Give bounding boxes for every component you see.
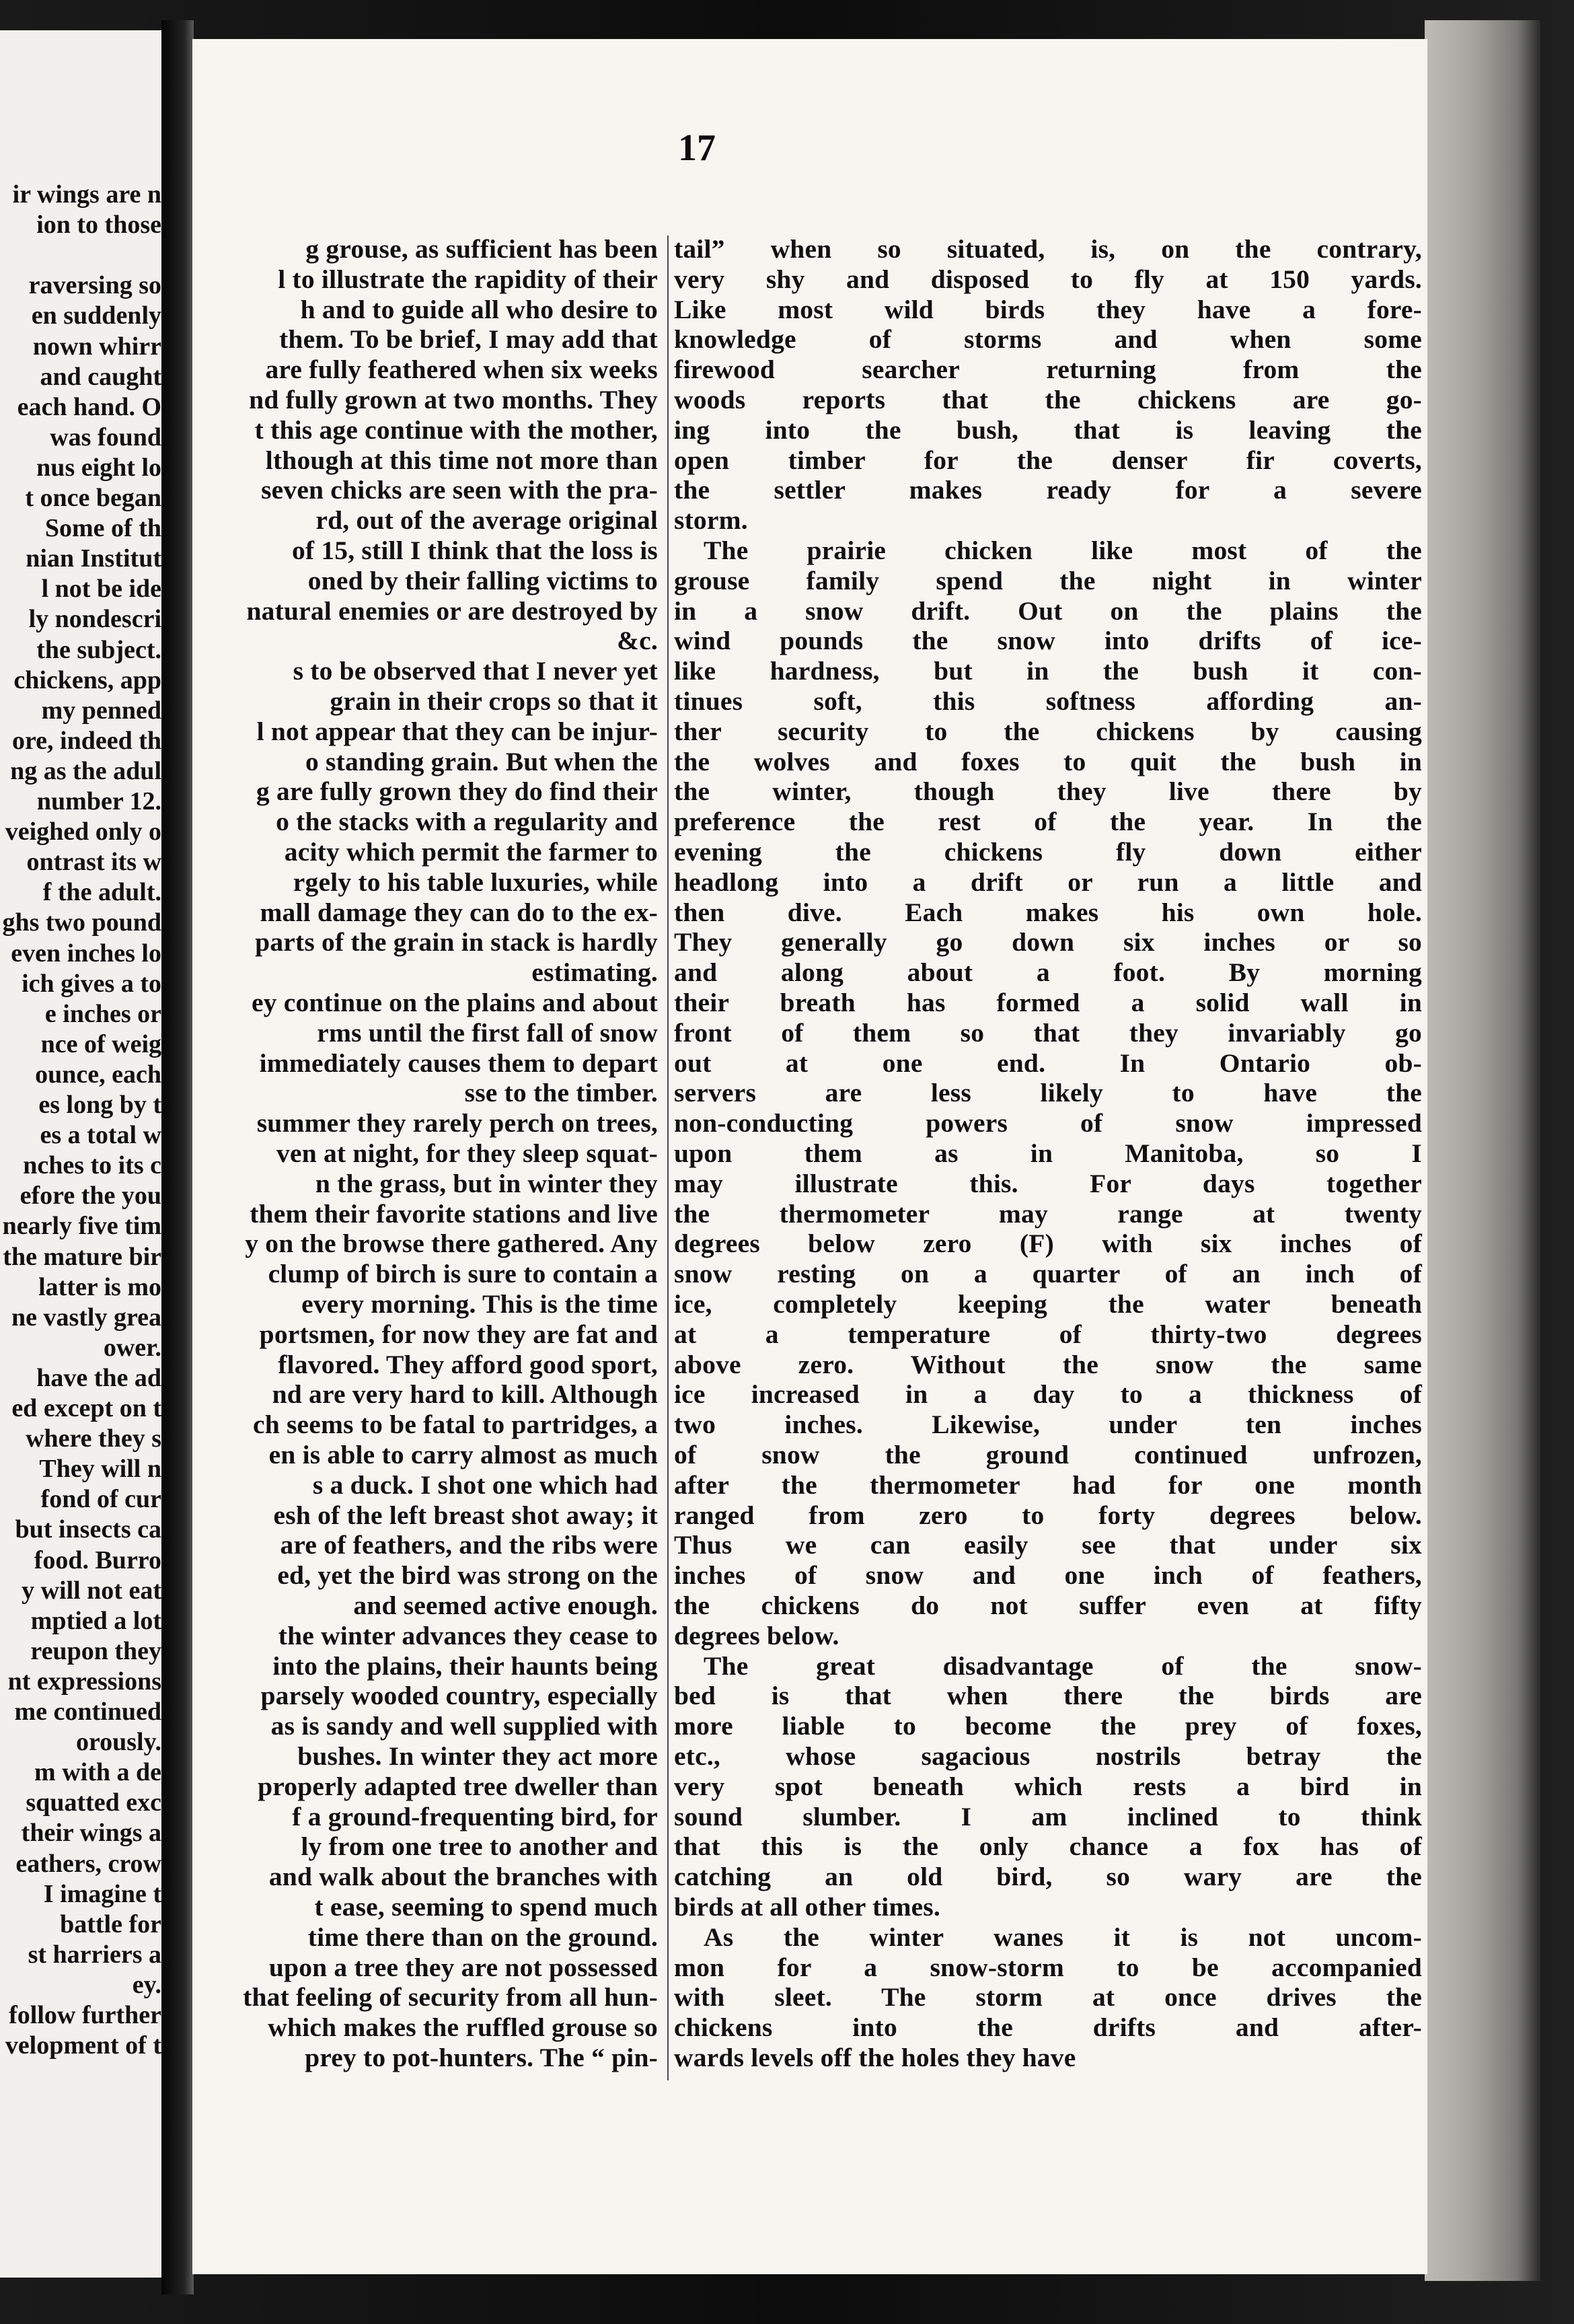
left-page-fragment-line: where they s — [26, 1424, 161, 1453]
column-right-line: The great disadvantage of the snow- — [704, 1650, 1422, 1681]
column-left-line: g are fully grown they do find their — [256, 776, 658, 807]
column-right-line: Thus we can easily see that under six — [674, 1530, 1422, 1560]
column-right-line: catching an old bird, so wary are the — [674, 1862, 1422, 1892]
column-right-line: in a snow drift. Out on the plains the — [674, 595, 1422, 626]
column-left-line: ey continue on the plains and about — [251, 988, 658, 1017]
column-right-line: The prairie chicken like most of the — [704, 536, 1422, 565]
column-left-line: of 15, still I think that the loss is — [291, 536, 658, 565]
column-left-line: flavored. They afford good sport, — [278, 1349, 658, 1379]
column-left-line: o standing grain. But when the — [305, 746, 658, 776]
column-right-line: above zero. Without the snow the same — [674, 1349, 1422, 1379]
left-page-fragment-line: They will n — [39, 1455, 161, 1484]
column-right-line: ther security to the chickens by causing — [674, 716, 1422, 746]
column-left-line: time there than on the ground. — [307, 1922, 658, 1952]
column-left-line: acity which permit the farmer to — [284, 837, 658, 867]
column-right-line: Like most wild birds they have a fore- — [674, 294, 1422, 324]
column-left-line: natural enemies or are destroyed by — [246, 595, 658, 626]
column-left-line: into the plains, their haunts being — [272, 1650, 658, 1681]
column-left-line: g grouse, as sufficient has been — [305, 234, 658, 264]
column-left-line: clump of birch is sure to contain a — [268, 1259, 658, 1289]
left-page-fragment-line: ore, indeed th — [11, 726, 161, 755]
left-page-fragment-line: fond of cur — [40, 1485, 161, 1514]
left-page-fragment-line: eathers, crow — [15, 1849, 161, 1878]
column-left-line: are fully feathered when six weeks — [265, 355, 658, 385]
left-page-fragment-line: orously. — [75, 1728, 161, 1757]
left-page-fragment-line: each hand. O — [17, 392, 161, 421]
column-left-line: h and to guide all who desire to — [300, 294, 658, 324]
column-right-line: very spot beneath which rests a bird in — [674, 1771, 1422, 1801]
column-left-line: parts of the grain in stack is hardly — [255, 927, 658, 957]
column-right-line: like hardness, but in the bush it con- — [674, 656, 1422, 686]
column-left-line: summer they rarely perch on trees, — [256, 1108, 658, 1138]
column-left-line: estimating. — [531, 957, 658, 988]
left-page-fragment-line: ich gives a to — [22, 969, 161, 998]
left-page-fragment-line: veighed only o — [5, 818, 161, 846]
column-left-line: parsely wooded country, especially — [260, 1681, 658, 1711]
left-page-fragment-line: nce of weig — [40, 1029, 161, 1058]
column-right-line: the wolves and foxes to quit the bush in — [674, 746, 1422, 776]
left-page-fragment-line: ower. — [103, 1333, 161, 1362]
left-page-fragment-line: es a total w — [40, 1121, 161, 1150]
column-left-line: en is able to carry almost as much — [268, 1440, 658, 1469]
left-page-fragment-line: ey. — [132, 1970, 161, 1999]
column-right-line: degrees below zero (F) with six inches of — [674, 1229, 1422, 1259]
left-page-fragment-line: ounce, each — [35, 1060, 161, 1089]
column-left-line: esh of the left breast shot away; it — [273, 1500, 658, 1530]
left-page-fragment-line: reupon they — [30, 1636, 161, 1665]
column-left-line: seven chicks are seen with the pra- — [261, 475, 658, 505]
left-page-fragment-line: efore the you — [20, 1182, 161, 1210]
left-page-fragment-line: y will not eat — [22, 1576, 161, 1605]
left-page-fragment-line: mptied a lot — [30, 1606, 161, 1635]
left-page-fragment-line: e inches or — [44, 999, 161, 1028]
column-left-line: nd fully grown at two months. They — [249, 385, 658, 414]
left-page-fragment-line: was found — [50, 423, 161, 451]
left-page-fragment-line: but insects ca — [15, 1515, 161, 1544]
left-page-fragment-line: food. Burro — [34, 1546, 161, 1574]
text-column-left — [192, 234, 658, 2091]
column-left-line: them their favorite stations and live — [250, 1198, 658, 1229]
left-page-fragment-line: raversing so — [28, 271, 161, 300]
left-page-fragment-line: chickens, app — [13, 665, 161, 694]
column-right-line: storm. — [674, 505, 748, 536]
left-page-fragment-line: f the adult. — [42, 878, 161, 907]
column-divider — [667, 235, 669, 2080]
left-page-fragment-line: and caught — [40, 362, 161, 391]
left-page-fragment-line: nown whirr — [32, 332, 161, 361]
left-page-fragment-line: latter is mo — [38, 1272, 161, 1301]
column-left-line: immediately causes them to depart — [259, 1048, 658, 1078]
column-left-line: ly from one tree to another and — [301, 1831, 658, 1862]
left-page-fragment-line: nches to its c — [23, 1151, 161, 1180]
column-left-line: lthough at this time not more than — [265, 445, 658, 475]
column-right-line: As the winter wanes it is not uncom- — [704, 1922, 1422, 1952]
column-left-line: properly adapted tree dweller than — [258, 1771, 658, 1801]
column-right-line: birds at all other times. — [674, 1892, 940, 1922]
column-right-line: then dive. Each makes his own hole. — [674, 897, 1422, 927]
column-right-line: ice increased in a day to a thickness of — [674, 1379, 1422, 1410]
left-page-fragment-line: even inches lo — [11, 939, 161, 968]
column-left-line: l to illustrate the rapidity of their — [278, 264, 658, 294]
left-page-fragment-line: their wings a — [21, 1819, 161, 1848]
column-right-line: out at one end. In Ontario ob- — [674, 1048, 1422, 1078]
left-page-fragment-line: number 12. — [36, 787, 161, 815]
left-page-fragment-line: have the ad — [36, 1363, 161, 1392]
column-right-line: the thermometer may range at twenty — [674, 1198, 1422, 1229]
column-left-line: l not appear that they can be injur- — [256, 716, 658, 746]
column-left-line: that feeling of security from all hun- — [243, 1982, 658, 2012]
column-right-line: with sleet. The storm at once drives the — [674, 1982, 1422, 2012]
column-right-line: more liable to become the prey of foxes, — [674, 1711, 1422, 1741]
column-left-line: and walk about the branches with — [268, 1862, 658, 1892]
left-page-fragment-line: nus eight lo — [36, 453, 161, 482]
left-page-fragment-line: ne vastly grea — [11, 1303, 161, 1332]
column-left-line: as is sandy and well supplied with — [270, 1711, 658, 1741]
column-right-line: two inches. Likewise, under ten inches — [674, 1410, 1422, 1440]
page-edge-stack — [1425, 20, 1540, 2281]
column-right-line: wind pounds the snow into drifts of ice- — [674, 626, 1422, 656]
column-left-line: them. To be brief, I may add that — [279, 324, 658, 355]
column-left-line: every morning. This is the time — [301, 1289, 658, 1319]
column-right-line: woods reports that the chickens are go- — [674, 385, 1422, 414]
left-page-fragment-line: velopment of t — [5, 2031, 161, 2060]
column-left-line: prey to pot-hunters. The “ pin- — [305, 2043, 658, 2072]
column-left-line: mall damage they can do to the ex- — [260, 897, 658, 927]
column-right-line: their breath has formed a solid wall in — [674, 988, 1422, 1017]
left-page-fragment-line: me continued — [14, 1698, 161, 1726]
column-left-line: ven at night, for they sleep squat- — [276, 1138, 658, 1168]
column-right-line: headlong into a drift or run a little and — [674, 867, 1422, 897]
left-page-fragment-line: battle for — [60, 1910, 161, 1938]
left-page-fragment-line: I imagine t — [43, 1879, 161, 1908]
column-right-line: snow resting on a quarter of an inch of — [674, 1259, 1422, 1289]
column-right-line: wards levels off the holes they have — [674, 2043, 1076, 2072]
column-right-line: that this is the only chance a fox has of — [674, 1831, 1422, 1862]
left-page-fragment-line: ly nondescri — [28, 605, 161, 634]
left-page-fragment-line: ghs two pound — [2, 908, 161, 937]
left-page-fragment-line: squatted exc — [26, 1788, 161, 1817]
column-right-line: open timber for the denser fir coverts, — [674, 445, 1422, 475]
column-left-line: f a ground-frequenting bird, for — [292, 1801, 658, 1831]
column-left-line: rms until the first fall of snow — [317, 1017, 658, 1048]
column-left-line: ch seems to be fatal to partridges, a — [253, 1410, 658, 1440]
book-gutter — [161, 20, 194, 2294]
left-page-fragment-line: my penned — [41, 696, 161, 725]
column-right-line: tinues soft, this softness affording an- — [674, 686, 1422, 716]
left-page-fragment-line: ng as the adul — [10, 756, 161, 785]
column-right-line: and along about a foot. By morning — [674, 957, 1422, 988]
left-page-fragment-line: t once began — [25, 484, 161, 512]
left-page-fragment-line: l not be ide — [41, 575, 161, 604]
left-page-fragment-line: ed except on t — [11, 1394, 161, 1422]
column-right-line: very shy and disposed to fly at 150 yards. — [674, 264, 1422, 294]
left-page-fragment-line: m with a de — [34, 1758, 161, 1787]
left-page-fragment-line: the subject. — [36, 635, 161, 664]
left-page-fragment-line: ir wings are n — [12, 180, 161, 209]
column-right-line: may illustrate this. For days together — [674, 1168, 1422, 1198]
column-right-line: ing into the bush, that is leaving the — [674, 414, 1422, 445]
column-left-line: y on the browse there gathered. Any — [245, 1229, 658, 1259]
column-right-line: grouse family spend the night in winter — [674, 565, 1422, 595]
column-right-line: after the thermometer had for one month — [674, 1469, 1422, 1500]
column-left-line: rd, out of the average original — [315, 505, 658, 536]
column-right-line: bed is that when there the birds are — [674, 1681, 1422, 1711]
column-left-line: the winter advances they cease to — [278, 1620, 658, 1650]
column-left-line: o the stacks with a regularity and — [276, 807, 658, 837]
left-page-fragment-line: Some of th — [44, 514, 161, 543]
left-page-fragment-line: nt expressions — [7, 1667, 161, 1696]
column-left-line: and seemed active enough. — [353, 1591, 658, 1620]
left-page-fragment-line: en suddenly — [31, 301, 161, 330]
column-left-line: upon a tree they are not possessed — [268, 1952, 658, 1982]
column-left-line: t this age continue with the mother, — [254, 414, 658, 445]
column-right-line: at a temperature of thirty-two degrees — [674, 1319, 1422, 1349]
left-page-fragment-line: follow further — [9, 2001, 161, 2029]
column-left-line: which makes the ruffled grouse so — [268, 2012, 658, 2043]
left-page-fragment-line: ontrast its w — [26, 848, 161, 877]
column-right-line: inches of snow and one inch of feathers, — [674, 1560, 1422, 1591]
column-right-line: evening the chickens fly down either — [674, 837, 1422, 867]
column-right-line: preference the rest of the year. In the — [674, 807, 1422, 837]
column-left-line: portsmen, for now they are fat and — [259, 1319, 658, 1349]
column-right-line: of snow the ground continued unfrozen, — [674, 1440, 1422, 1469]
left-page-fragment-line: ion to those — [36, 211, 161, 240]
column-left-line: are of feathers, and the ribs were — [280, 1530, 658, 1560]
column-left-line: s to be observed that I never yet — [293, 656, 658, 686]
column-left-line: n the grass, but in winter they — [315, 1168, 658, 1198]
column-left-line: grain in their crops so that it — [330, 686, 658, 716]
column-right-line: the winter, though they live there by — [674, 776, 1422, 807]
column-right-line: firewood searcher returning from the — [674, 355, 1422, 385]
column-left-line: s a duck. I shot one which had — [312, 1469, 658, 1500]
left-page-fragment-line: nian Institut — [26, 544, 161, 573]
column-right-line: sound slumber. I am inclined to think — [674, 1801, 1422, 1831]
column-right-line: upon them as in Manitoba, so I — [674, 1138, 1422, 1168]
column-right-line: knowledge of storms and when some — [674, 324, 1422, 355]
left-page-fragment-line: nearly five tim — [2, 1212, 161, 1241]
book-page — [192, 39, 1427, 2274]
column-left-line: &c. — [617, 626, 658, 656]
column-right-line: the chickens do not suffer even at fifty — [674, 1591, 1422, 1620]
column-left-line: oned by their falling victims to — [307, 565, 658, 595]
column-right-line: They generally go down six inches or so — [674, 927, 1422, 957]
column-left-line: nd are very hard to kill. Although — [272, 1379, 658, 1410]
column-right-line: non-conducting powers of snow impressed — [674, 1108, 1422, 1138]
column-left-line: ed, yet the bird was strong on the — [277, 1560, 658, 1591]
column-right-line: degrees below. — [674, 1620, 839, 1650]
column-right-line: etc., whose sagacious nostrils betray the — [674, 1741, 1422, 1771]
text-column-right — [674, 234, 1422, 2091]
left-page-fragment-line: st harriers a — [28, 1940, 161, 1969]
column-right-line: mon for a snow-storm to be accompanied — [674, 1952, 1422, 1982]
left-page-fragment-line: es long by t — [38, 1091, 161, 1119]
left-page-fragment-line: the mature bir — [3, 1242, 161, 1271]
column-left-line: bushes. In winter they act more — [297, 1741, 658, 1771]
column-right-line: the settler makes ready for a severe — [674, 475, 1422, 505]
page-number: 17 — [678, 127, 716, 169]
column-right-line: servers are less likely to have the — [674, 1078, 1422, 1108]
column-right-line: front of them so that they invariably go — [674, 1017, 1422, 1048]
column-left-line: sse to the timber. — [464, 1078, 658, 1108]
column-left-line: t ease, seeming to spend much — [314, 1892, 658, 1922]
column-right-line: ranged from zero to forty degrees below. — [674, 1500, 1422, 1530]
column-right-line: chickens into the drifts and after- — [674, 2012, 1422, 2043]
column-right-line: ice, completely keeping the water beneath — [674, 1289, 1422, 1319]
column-right-line: tail” when so situated, is, on the contrary, — [674, 234, 1422, 264]
column-left-line: rgely to his table luxuries, while — [293, 867, 658, 897]
previous-page-fragment — [0, 30, 163, 2278]
